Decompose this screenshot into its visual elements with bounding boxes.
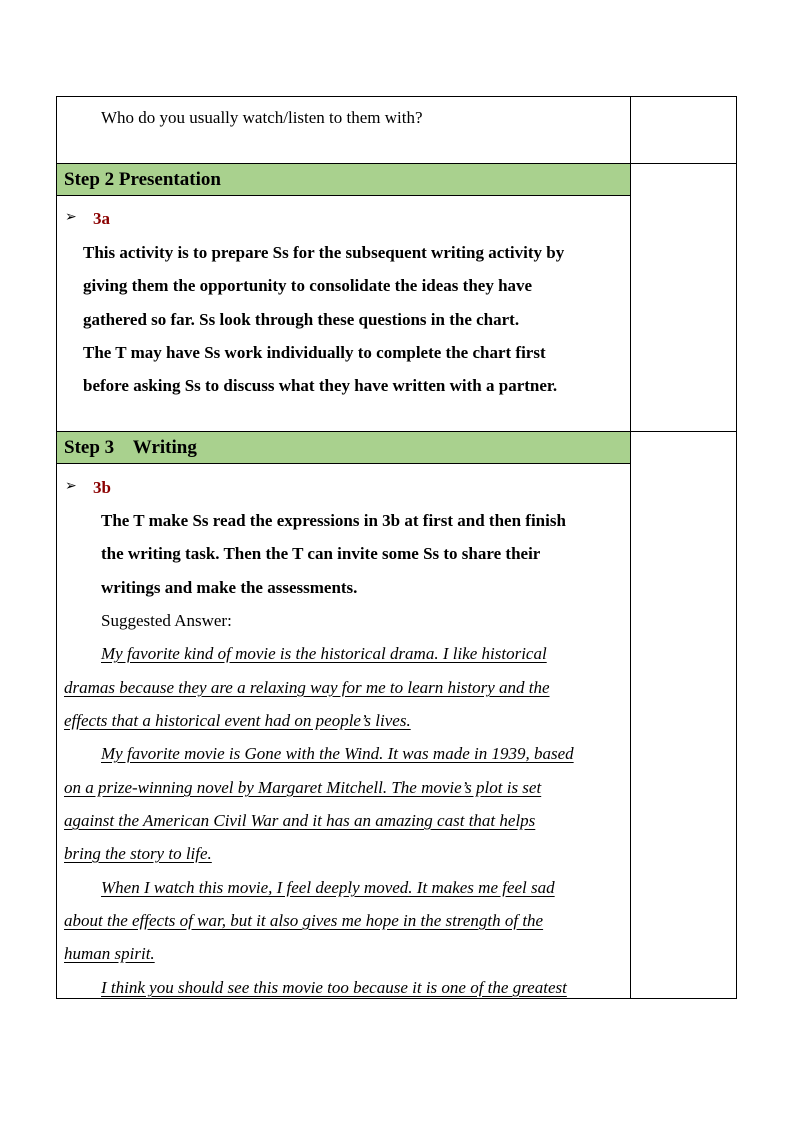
- answer-line-2: dramas because they are a relaxing way for me to learn history and the: [64, 678, 550, 697]
- answer-line-10: human spirit.: [64, 944, 155, 963]
- column-divider: [630, 97, 631, 998]
- answer-line-5: on a prize-winning novel by Margaret Mitchell. The movie’s plot is set: [64, 778, 542, 797]
- answer-line-1: My favorite kind of movie is the historical drama. I like historical: [101, 644, 547, 663]
- answer-line-4: My favorite movie is Gone with the Wind. It was made in 1939, based: [101, 744, 574, 763]
- question-text: Who do you usually watch/listen to them with?: [101, 108, 423, 127]
- step2-line-2: giving them the opportunity to consolidate the ideas they have: [83, 276, 533, 295]
- answer-line-6: against the American Civil War and it has an amazing cast that helps: [64, 811, 536, 830]
- step2-marker: 3a: [93, 209, 110, 228]
- step3-header: [57, 431, 630, 464]
- answer-line-8: When I watch this movie, I feel deeply moved. It makes me feel sad: [101, 878, 555, 897]
- step3-line-3: writings and make the assessments.: [101, 578, 358, 597]
- lesson-plan-table: [56, 96, 737, 999]
- suggested-answer-label: Suggested Answer:: [101, 611, 232, 630]
- step2-title: Step 2 Presentation: [64, 169, 221, 190]
- step3-title: Step 3 Writing: [64, 437, 197, 458]
- step2-header: [57, 163, 630, 196]
- answer-line-3: effects that a historical event had on people’s lives.: [64, 711, 411, 730]
- answer-line-7: bring the story to life.: [64, 844, 212, 863]
- row-divider-right-1: [630, 163, 736, 164]
- answer-line-9: about the effects of war, but it also gives me hope in the strength of the: [64, 911, 544, 930]
- arrowhead-bullet-icon: ➢: [65, 210, 77, 225]
- arrowhead-bullet-icon: ➢: [65, 479, 77, 494]
- step2-line-5: before asking Ss to discuss what they have written with a partner.: [83, 376, 558, 395]
- step3-line-1: The T make Ss read the expressions in 3b at first and then finish: [101, 511, 566, 530]
- step2-line-3: gathered so far. Ss look through these questions in the chart.: [83, 310, 520, 329]
- step2-line-1: This activity is to prepare Ss for the subsequent writing activity by: [83, 243, 565, 262]
- row-divider-right-2: [630, 431, 736, 432]
- step2-line-4: The T may have Ss work individually to complete the chart first: [83, 343, 546, 362]
- step3-marker: 3b: [93, 478, 111, 497]
- step3-line-2: the writing task. Then the T can invite some Ss to share their: [101, 544, 541, 563]
- answer-line-11: I think you should see this movie too because it is one of the greatest: [101, 978, 567, 997]
